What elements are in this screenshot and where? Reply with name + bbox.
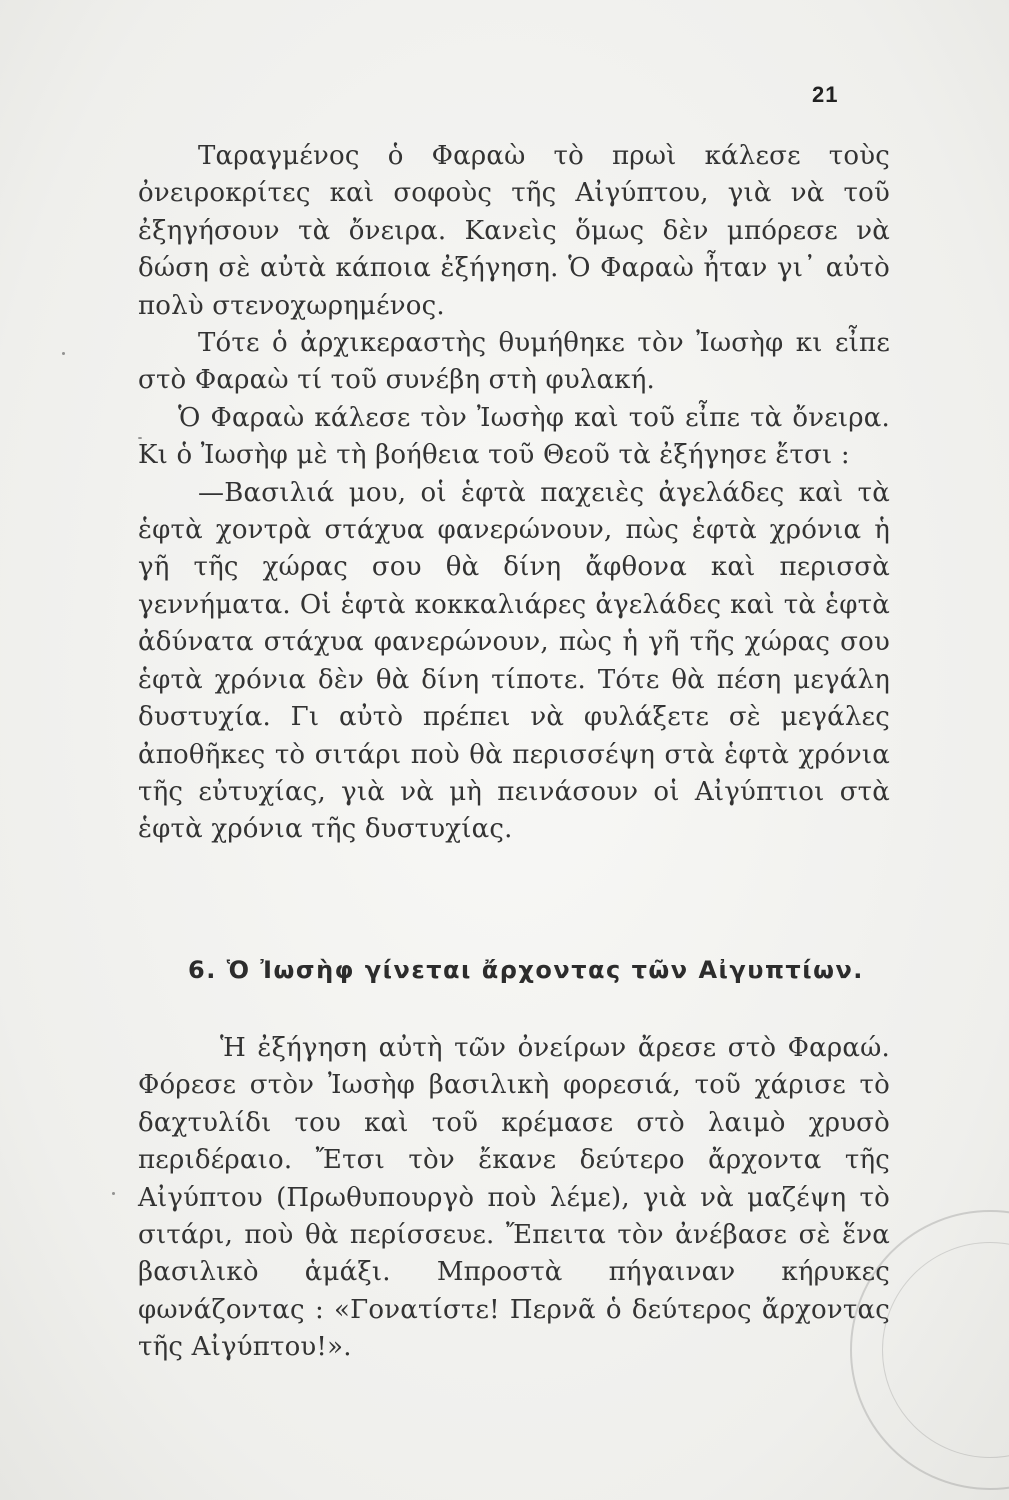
paragraph: Ὁ Φαραὼ κάλεσε τὸν Ἰωσὴφ καὶ τοῦ εἶπε τὰ ὄνειρα. Κι ὁ Ἰωσὴφ μὲ τὴ βοήθεια τοῦ Θεοῦ τὰ ἐξήγησε ἔτσι :: [138, 402, 890, 471]
paragraph: Ἡ ἐξήγηση αὐτὴ τῶν ὀνείρων ἄρεσε στὸ Φαραώ. Φόρεσε στὸν Ἰωσὴφ βασιλικὴ φορεσιά, τοῦ χάρισε τὸ δαχτυλίδι του καὶ τοῦ κρέμασε στὸ λαιμὸ χρυσὸ περιδέραιο. Ἔτσι τὸν ἔκανε δεύτερο ἄρχοντα τῆς Αἰγύπτου (Πρωθυπουργὸ ποὺ λέμε), γιὰ νὰ μαζέψη τὸ σιτάρι, ποὺ θὰ περίσσευε. Ἔπειτα τὸν ἀνέβασε σὲ ἕνα βασιλικὸ ἁμάξι. Μπροστὰ πήγαιναν κήρυκες φωνάζοντας : «Γονατίστε! Περνᾶ ὁ δεύτερος ἄρχοντας τῆς Αἰγύπτου!».: [138, 1033, 890, 1363]
paper-speck: [112, 1192, 115, 1195]
paragraph: Ταραγμένος ὁ Φαραὼ τὸ πρωὶ κάλεσε τοὺς ὀνειροκρίτες καὶ σοφοὺς τῆς Αἰγύπτου, γιὰ νὰ τοῦ ἐξηγήσουν τὰ ὄνειρα. Κανεὶς ὅμως δὲν μπόρεσε νὰ δώση σὲ αὐτὰ κάποια ἐξήγηση. Ὁ Φαραὼ ἦταν γι᾿ αὐτὸ πολὺ στενοχωρημένος.: [138, 141, 890, 321]
paper-speck: [138, 437, 142, 439]
body-text-bottom: [138, 1030, 890, 1367]
section-heading: 6. Ὁ Ἰωσὴφ γίνεται ἄρχοντας τῶν Αἰγυπτίων.: [188, 956, 864, 984]
body-text-top: [138, 138, 890, 849]
paragraph-dialogue: —Βασιλιά μου, οἱ ἑφτὰ παχειὲς ἀγελάδες καὶ τὰ ἑφτὰ χοντρὰ στάχυα φανερώνουν, πὼς ἑφτὰ χρόνια ἡ γῆ τῆς χώρας σου θὰ δίνη ἄφθονα καὶ περισσὰ γεννήματα. Οἱ ἑφτὰ κοκκαλιάρες ἀγελάδες καὶ τὰ ἑφτὰ ἀδύνατα στάχυα φανερώνουν, πὼς ἡ γῆ τῆς χώρας σου ἑφτὰ χρόνια δὲν θὰ δίνη τίποτε. Τότε θὰ πέση μεγάλη δυστυχία. Γι αὐτὸ πρέπει νὰ φυλάξετε σὲ μεγάλες ἀποθῆκες τὸ σιτάρι ποὺ θὰ περισσέψη στὰ ἑφτὰ χρόνια τῆς εὐτυχίας, γιὰ νὰ μὴ πεινάσουν οἱ Αἰγύπτιοι στὰ ἑφτὰ χρόνια τῆς δυστυχίας.: [138, 477, 890, 845]
paper-speck: [62, 352, 65, 355]
library-stamp-inner-ring: [882, 1242, 1009, 1458]
page-number: 21: [812, 82, 839, 107]
paragraph: Τότε ὁ ἀρχικεραστὴς θυμήθηκε τὸν Ἰωσὴφ κι εἶπε στὸ Φαραὼ τί τοῦ συνέβη στὴ φυλακή.: [138, 328, 890, 396]
